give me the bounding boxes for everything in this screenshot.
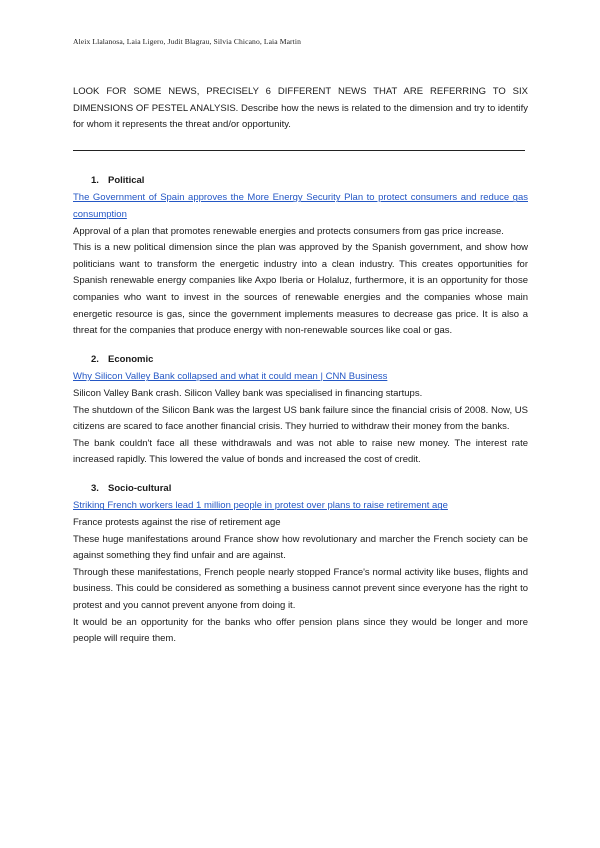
section-political [73, 173, 528, 340]
paragraph: It would be an opportunity for the banks who offer pension plans since they would be longer and more people will require them. [73, 616, 528, 645]
paragraph: These huge manifestations around France show how revolutionary and marcher the French society can be against something they find unfair and are against. [73, 533, 528, 562]
section-title: Political [108, 174, 145, 186]
paragraph: Approval of a plan that promotes renewable energies and protects consumers from gas price increase. [73, 225, 504, 237]
paragraph: Through these manifestations, French people nearly stopped France's normal activity like buses, flights and business. This could be considered as something a business cannot prevent since everyone has the right to protest and you cannot prevent anyone from doing it. [73, 566, 528, 612]
paragraph: France protests against the rise of retirement age [73, 517, 281, 529]
news-link-political[interactable]: The Government of Spain approves the More Energy Security Plan to protect consumers and reduce gas consumption [73, 192, 528, 220]
section-heading [91, 352, 528, 369]
author-header: Aleix Llalanosa, Laia Ligero, Judit Blagrau, Silvia Chicano, Laia Martin [73, 37, 301, 46]
section-economic [73, 352, 528, 469]
section-heading [91, 481, 528, 498]
news-link-socio-cultural[interactable]: Striking French workers lead 1 million people in protest over plans to raise retirement age [73, 500, 448, 512]
section-number: 3. [91, 482, 99, 494]
paragraph: The shutdown of the Silicon Bank was the largest US bank failure since the financial crisis of 2008. Now, US citizens are scared to face another financial crisis. They hurried to withdraw their money from the banks. [73, 404, 528, 433]
section-socio-cultural [73, 481, 528, 648]
paragraph: The bank couldn't face all these withdrawals and was not able to raise new money. The interest rate increased rapidly. This lowered the value of bonds and increased the cost of credit. [73, 437, 528, 466]
assignment-instructions: LOOK FOR SOME NEWS, PRECISELY 6 DIFFERENT NEWS THAT ARE REFERRING TO SIX DIMENSIONS OF PESTEL ANALYSIS. Describe how the news is related to the dimension and try to identify for whom it represents the threat and/or opportunity. [73, 86, 528, 131]
document-body [73, 84, 528, 660]
section-title: Economic [108, 353, 154, 365]
horizontal-divider [73, 150, 525, 151]
section-title: Socio-cultural [108, 482, 172, 494]
paragraph: This is a new political dimension since the plan was approved by the Spanish government, and show how politicians want to transform the energetic industry into a clean industry. This creates opportunities for Spanish renewable energy companies like Axpo Iberia or Holaluz, furthermore, it is an opportunity for those companies who want to invest in the sources of renewable energies and the companies whose main energetic resource is gas, since the government implements measures to decrease gas price. It is also a threat for the companies that produce energy with non-renewable sources like coal or gas. [73, 242, 528, 337]
section-number: 1. [91, 174, 99, 186]
news-link-economic[interactable]: Why Silicon Valley Bank collapsed and what it could mean | CNN Business [73, 371, 388, 383]
paragraph: Silicon Valley Bank crash. Silicon Valley bank was specialised in financing startups. [73, 387, 423, 399]
section-heading [91, 173, 528, 190]
section-number: 2. [91, 353, 99, 365]
